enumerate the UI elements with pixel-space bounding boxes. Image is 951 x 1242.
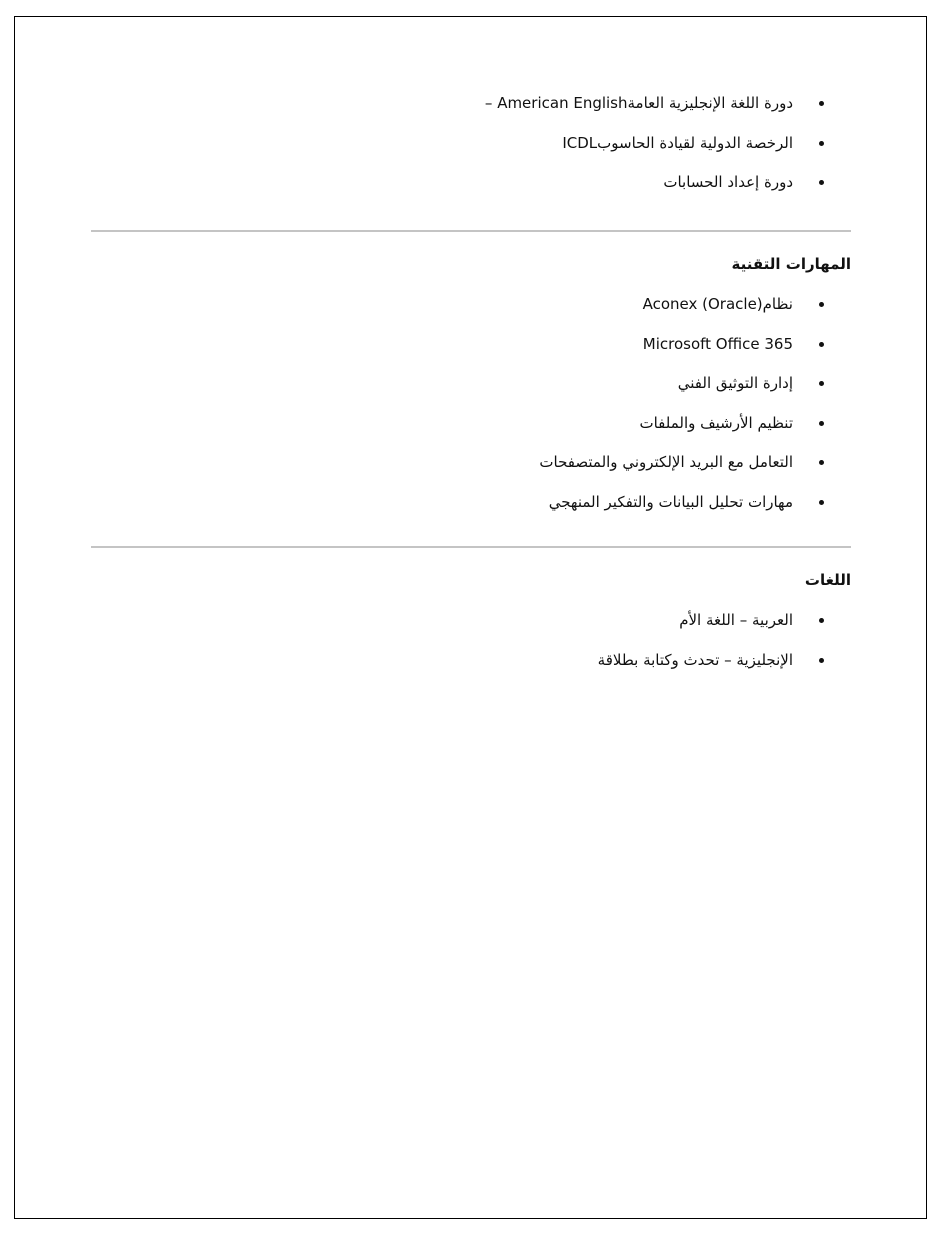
skill-label: مهارات تحليل البيانات والتفكير المنهجي: [548, 492, 793, 511]
skill-label: نظام(Aconex (Oracle: [642, 295, 793, 313]
bullet-icon: [819, 618, 824, 623]
bullet-icon: [819, 500, 824, 505]
skill-label: التعامل مع البريد الإلكتروني والمتصفحات: [539, 453, 793, 471]
bullet-icon: [819, 460, 824, 465]
skill-label: إدارة التوثيق الفني: [677, 374, 793, 392]
bullet-icon: [819, 180, 824, 185]
bullet-icon: [819, 421, 824, 426]
course-label: دورة إعداد الحسابات: [663, 173, 793, 191]
list-item: [91, 451, 851, 491]
languages-heading: اللغات: [804, 571, 851, 589]
list-item: [91, 132, 851, 172]
language-label: الإنجليزية – تحدث وكتابة بطلاقة: [597, 650, 793, 669]
course-label: دورة اللغة الإنجليزية العامةAmerican English –: [484, 94, 793, 112]
bullet-icon: [819, 381, 824, 386]
technical-skills-list: [91, 293, 851, 530]
section-divider: [91, 546, 851, 548]
list-item: [91, 372, 851, 412]
course-label: الرخصة الدولية لقيادة الحاسوبICDL: [562, 133, 793, 152]
bullet-icon: [819, 658, 824, 663]
courses-list: [91, 92, 851, 211]
list-item: [91, 293, 851, 333]
languages-list: [91, 609, 851, 688]
list-item: [91, 333, 851, 373]
list-item: [91, 412, 851, 452]
language-label: العربية – اللغة الأم: [679, 611, 793, 629]
bullet-icon: [819, 342, 824, 347]
technical-skills-heading: المهارات التقنية: [731, 255, 851, 273]
list-item: [91, 92, 851, 132]
bullet-icon: [819, 141, 824, 146]
list-item: [91, 491, 851, 531]
skill-label: تنظيم الأرشيف والملفات: [639, 413, 793, 432]
list-item: [91, 609, 851, 649]
list-item: [91, 171, 851, 211]
skill-label: Microsoft Office 365: [642, 334, 793, 353]
list-item: [91, 649, 851, 689]
bullet-icon: [819, 302, 824, 307]
section-divider: [91, 230, 851, 232]
bullet-icon: [819, 101, 824, 106]
